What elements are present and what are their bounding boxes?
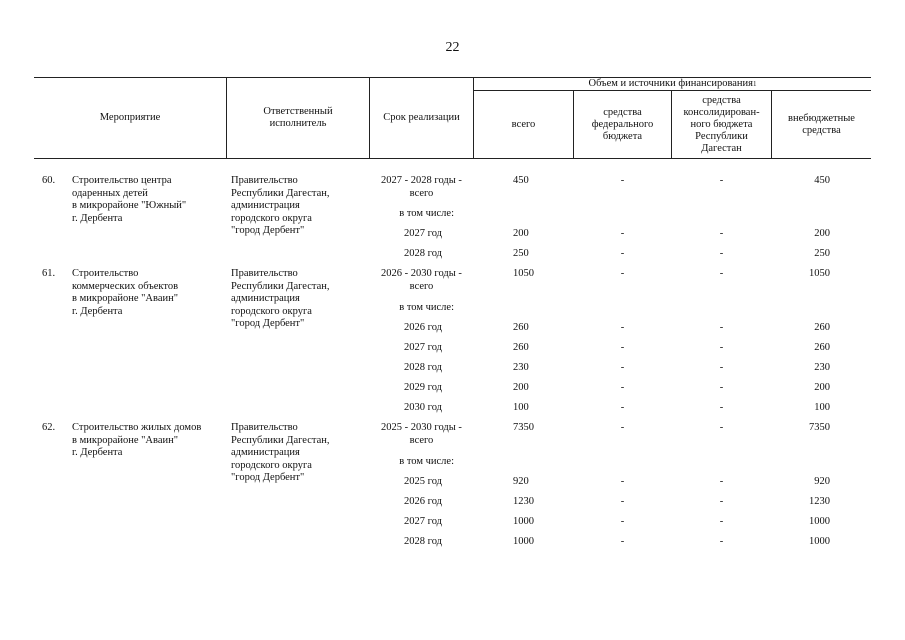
cell-federal: - xyxy=(620,496,625,507)
cell-total: 1000 xyxy=(513,536,534,547)
row-total-period: 2026 - 2030 годы - всего xyxy=(381,268,462,292)
cell-extra: 1000 xyxy=(809,536,830,547)
cell-total: 450 xyxy=(513,175,529,186)
header-period: Срок реализации xyxy=(383,112,460,123)
cell-total: 1230 xyxy=(513,496,534,507)
header-total: всего xyxy=(511,118,536,130)
cell-regional: - xyxy=(719,322,724,333)
header-federal: средства федерального бюджета xyxy=(591,106,654,142)
cell-regional: - xyxy=(719,422,724,433)
cell-extra: 100 xyxy=(814,402,830,413)
row-year: 2027 год xyxy=(404,342,442,353)
cell-federal: - xyxy=(620,248,625,259)
header-event: Мероприятие xyxy=(99,112,161,123)
cell-regional: - xyxy=(719,342,724,353)
cell-federal: - xyxy=(620,476,625,487)
row-executor: Правительство Республики Дагестан, администрация городского округа "город Дербент" xyxy=(231,268,330,329)
row-including: в том числе: xyxy=(399,302,454,313)
cell-regional: - xyxy=(719,248,724,259)
cell-regional: - xyxy=(719,476,724,487)
row-year: 2027 год xyxy=(404,516,442,527)
row-number: 61. xyxy=(42,268,56,279)
row-year: 2028 год xyxy=(404,248,442,259)
row-number: 62. xyxy=(42,422,56,433)
cell-total: 260 xyxy=(513,322,529,333)
cell-regional: - xyxy=(719,382,724,393)
cell-regional: - xyxy=(719,496,724,507)
row-event: Строительство центра одаренных детей в микрорайоне "Южный" г. Дербента xyxy=(72,175,187,224)
cell-total: 200 xyxy=(513,228,529,239)
header-funding-group xyxy=(474,78,871,90)
cell-extra: 200 xyxy=(814,228,830,239)
row-year: 2027 год xyxy=(404,228,442,239)
cell-federal: - xyxy=(620,228,625,239)
cell-regional: - xyxy=(719,268,724,279)
row-event: Строительство коммерческих объектов в микрорайоне "Аваин" г. Дербента xyxy=(72,268,179,317)
cell-total: 1000 xyxy=(513,516,534,527)
cell-federal: - xyxy=(620,402,625,413)
row-total-period: 2027 - 2028 годы - всего xyxy=(381,175,462,199)
funding-footnote: 1 xyxy=(753,80,757,88)
cell-regional: - xyxy=(719,536,724,547)
cell-federal: - xyxy=(620,516,625,527)
cell-regional: - xyxy=(719,228,724,239)
cell-extra: 250 xyxy=(814,248,830,259)
cell-total: 100 xyxy=(513,402,529,413)
cell-federal: - xyxy=(620,322,625,333)
cell-federal: - xyxy=(620,268,625,279)
cell-extra: 920 xyxy=(814,476,830,487)
cell-federal: - xyxy=(620,422,625,433)
cell-total: 920 xyxy=(513,476,529,487)
row-year: 2026 год xyxy=(404,496,442,507)
row-number: 60. xyxy=(42,175,56,186)
cell-total: 260 xyxy=(513,342,529,353)
cell-regional: - xyxy=(719,362,724,373)
cell-federal: - xyxy=(620,382,625,393)
cell-extra: 260 xyxy=(814,322,830,333)
cell-total: 230 xyxy=(513,362,529,373)
cell-extra: 1000 xyxy=(809,516,830,527)
row-year: 2026 год xyxy=(404,322,442,333)
row-year: 2029 год xyxy=(404,382,442,393)
cell-total: 7350 xyxy=(513,422,534,433)
header-bottom-rule xyxy=(34,158,871,159)
cell-extra: 450 xyxy=(814,175,830,186)
header-regional: средства консолидирован- ного бюджета Республики Дагестан xyxy=(683,94,760,154)
row-year: 2028 год xyxy=(404,536,442,547)
row-executor: Правительство Республики Дагестан, администрация городского округа "город Дербент" xyxy=(231,175,330,236)
cell-extra: 1230 xyxy=(809,496,830,507)
row-year: 2028 год xyxy=(404,362,442,373)
cell-regional: - xyxy=(719,516,724,527)
header-executor: Ответственный исполнитель xyxy=(263,106,333,129)
row-including: в том числе: xyxy=(399,208,454,219)
cell-extra: 230 xyxy=(814,362,830,373)
cell-federal: - xyxy=(620,342,625,353)
cell-federal: - xyxy=(620,536,625,547)
row-total-period: 2025 - 2030 годы - всего xyxy=(381,422,462,446)
cell-federal: - xyxy=(620,175,625,186)
cell-extra: 7350 xyxy=(809,422,830,433)
page-number: 22 xyxy=(445,40,460,55)
cell-total: 1050 xyxy=(513,268,534,279)
cell-extra: 1050 xyxy=(809,268,830,279)
cell-regional: - xyxy=(719,175,724,186)
cell-regional: - xyxy=(719,402,724,413)
cell-extra: 200 xyxy=(814,382,830,393)
funding-group-label: Объем и источники финансирования xyxy=(588,78,753,89)
cell-total: 200 xyxy=(513,382,529,393)
row-including: в том числе: xyxy=(399,456,454,467)
row-executor: Правительство Республики Дагестан, администрация городского округа "город Дербент" xyxy=(231,422,330,483)
row-year: 2030 год xyxy=(404,402,442,413)
row-event: Строительство жилых домов в микрорайоне "Аваин" г. Дербента xyxy=(72,422,202,458)
cell-federal: - xyxy=(620,362,625,373)
cell-extra: 260 xyxy=(814,342,830,353)
cell-total: 250 xyxy=(513,248,529,259)
row-year: 2025 год xyxy=(404,476,442,487)
header-extra: внебюджетные средства xyxy=(788,112,855,136)
